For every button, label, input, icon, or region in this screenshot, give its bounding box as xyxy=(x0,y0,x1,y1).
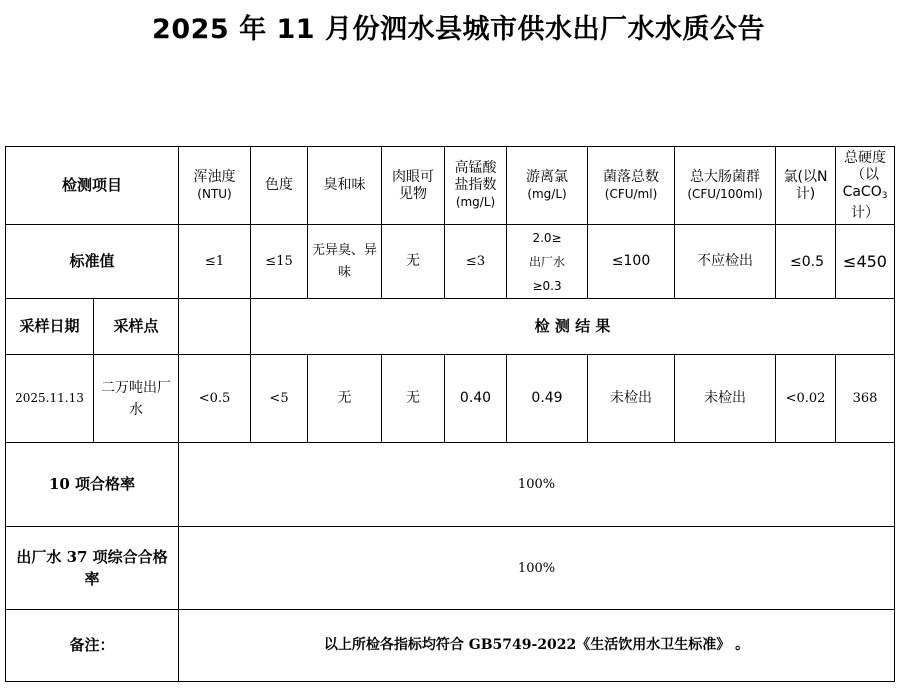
sample-hardness: 368 xyxy=(836,355,895,443)
header-ammonia: 氯(以N计) xyxy=(776,147,836,225)
header-colony-count-name: 菌落总数 xyxy=(603,168,660,185)
sample-header-row xyxy=(6,299,895,355)
sample-visible-matter: 无 xyxy=(382,355,445,443)
header-free-chlorine xyxy=(507,147,588,225)
standard-free-chlorine-line3: ≥0.3 xyxy=(532,278,562,293)
header-turbidity xyxy=(179,147,251,225)
header-coliform-name: 总大肠菌群 xyxy=(690,168,761,185)
standard-ammonia: ≤0.5 xyxy=(776,225,836,299)
header-free-chlorine-unit: (mg/L) xyxy=(527,186,567,201)
standard-colony-count: ≤100 xyxy=(588,225,675,299)
result-label: 检 测 结 果 xyxy=(251,299,895,355)
header-coliform xyxy=(675,147,776,225)
header-colony-count xyxy=(588,147,675,225)
sample-site-label: 采样点 xyxy=(94,299,179,355)
sample-ammonia: <0.02 xyxy=(776,355,836,443)
header-item-label: 检测项目 xyxy=(6,147,179,225)
standard-permanganate: ≤3 xyxy=(445,225,507,299)
pass10-row xyxy=(6,443,895,527)
sample-site: 二万吨出厂水 xyxy=(94,355,179,443)
sample-colony-count: 未检出 xyxy=(588,355,675,443)
standard-color: ≤15 xyxy=(251,225,308,299)
header-permanganate-unit: (mg/L) xyxy=(455,195,496,209)
sample-row xyxy=(6,355,895,443)
header-permanganate xyxy=(445,147,507,225)
pass10-value: 100% xyxy=(179,443,895,527)
water-quality-table xyxy=(5,146,895,682)
sample-free-chlorine: 0.49 xyxy=(507,355,588,443)
sample-date: 2025.11.13 xyxy=(6,355,94,443)
header-hardness xyxy=(836,147,895,225)
sample-permanganate: 0.40 xyxy=(445,355,507,443)
sample-turbidity: <0.5 xyxy=(179,355,251,443)
standard-odor: 无异臭、异味 xyxy=(308,225,382,299)
standard-free-chlorine-line1: 2.0≥ xyxy=(532,230,562,245)
pass10-label: 10 项合格率 xyxy=(6,443,179,527)
sample-coliform: 未检出 xyxy=(675,355,776,443)
header-hardness-name-a: 总硬度（以 xyxy=(844,149,887,183)
sample-color: <5 xyxy=(251,355,308,443)
standard-visible-matter: 无 xyxy=(382,225,445,299)
note-text: 以上所检各指标均符合 GB5749-2022《生活饮用水卫生标准》 。 xyxy=(179,610,895,682)
standard-turbidity: ≤1 xyxy=(179,225,251,299)
note-row xyxy=(6,610,895,682)
standard-free-chlorine-line2: 出厂水 xyxy=(529,254,566,269)
header-turbidity-name: 浑浊度 xyxy=(193,168,236,185)
header-hardness-name-c: 计） xyxy=(851,204,880,221)
standard-free-chlorine xyxy=(507,225,588,299)
pass37-label: 出厂水 37 项综合合格率 xyxy=(6,527,179,610)
header-color: 色度 xyxy=(251,147,308,225)
standard-row xyxy=(6,225,895,299)
pass37-value: 100% xyxy=(179,527,895,610)
pass37-row xyxy=(6,527,895,610)
page-title: 2025 年 11 月份泗水县城市供水出厂水水质公告 xyxy=(152,14,765,45)
header-visible-matter: 肉眼可见物 xyxy=(382,147,445,225)
header-permanganate-name: 高锰酸盐指数 xyxy=(454,160,497,193)
header-coliform-unit: (CFU/100ml) xyxy=(687,186,763,201)
note-label: 备注： xyxy=(6,610,179,682)
header-odor: 臭和味 xyxy=(308,147,382,225)
header-hardness-name-b: CaCO$_3$ xyxy=(842,183,888,201)
header-colony-count-unit: (CFU/ml) xyxy=(604,186,658,201)
standard-coliform: 不应检出 xyxy=(675,225,776,299)
header-row xyxy=(6,147,895,225)
sample-date-label: 采样日期 xyxy=(6,299,94,355)
sample-odor: 无 xyxy=(308,355,382,443)
header-free-chlorine-name: 游离氯 xyxy=(526,168,569,185)
sample-header-empty xyxy=(179,299,251,355)
standard-hardness: ≤450 xyxy=(836,225,895,299)
standard-label: 标准值 xyxy=(6,225,179,299)
header-turbidity-unit: (NTU) xyxy=(197,186,232,201)
